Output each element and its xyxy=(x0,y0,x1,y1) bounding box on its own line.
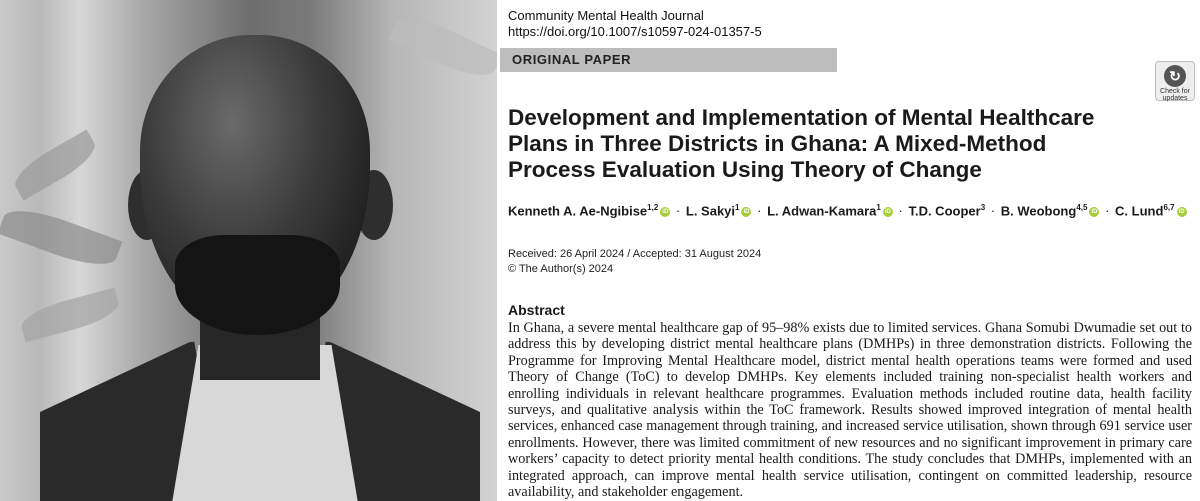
author-affiliation: 1 xyxy=(735,203,740,212)
abstract-body: In Ghana, a severe mental healthcare gap of 95–98% exists due to limited services. Ghana Somubi Dwumadie set out to address this by developing district mental healthcare plans (DMHPs) in three demonstration districts. Following the Programme for Improving Mental Healthcare model, district mental health operations teams were formed and used Theory of Change (ToC) to develop DMHPs. Key elements included training non-specialist health workers and enrolling individuals in relevant healthcare programmes. Evaluation methods included routine data, health facility surveys, and qualitative analysis within the ToC framework. Results showed improved integration of mental health services, enhanced case management through training, and increased service utilisation, shown through 691 service user enrollments. However, there was limited commitment of new resources and no significant improvement in primary care workers’ capacity to detect priority mental health conditions. The study concludes that DMHPs, implemented with an integrated approach, can improve mental health service utilisation, contingent on committed leadership, resource availability, and stakeholder engagement. xyxy=(508,320,1192,501)
author-name[interactable]: L. Adwan-Kamara xyxy=(767,203,877,219)
check-for-updates-icon: ↻ xyxy=(1164,65,1186,87)
background-foliage xyxy=(388,8,500,85)
abstract-heading: Abstract xyxy=(508,302,565,318)
author-name[interactable]: B. Weobong xyxy=(1000,203,1077,219)
orcid-icon[interactable]: iD xyxy=(1178,208,1185,215)
author-separator: · xyxy=(1105,203,1110,219)
orcid-icon[interactable]: iD xyxy=(1091,208,1098,215)
paper-title: Development and Implementation of Mental Healthcare Plans in Three Districts in Ghana: A Mixed-Method Process Evaluation Using Theory of Change xyxy=(508,105,1095,182)
copyright-notice: © The Author(s) 2024 xyxy=(508,263,614,275)
author-portrait-photo xyxy=(0,0,500,501)
author-separator: · xyxy=(898,203,903,219)
author-name[interactable]: L. Sakyi xyxy=(685,203,736,219)
author-list xyxy=(508,203,1198,218)
article-type-label: ORIGINAL PAPER xyxy=(512,52,632,67)
author-affiliation: 1 xyxy=(876,203,881,212)
author-separator: · xyxy=(990,203,996,219)
orcid-icon[interactable]: iD xyxy=(743,208,750,215)
paper-first-page xyxy=(500,0,1200,501)
background-foliage xyxy=(9,130,102,201)
orcid-icon[interactable]: iD xyxy=(662,208,669,215)
author-separator: · xyxy=(757,203,762,219)
author-affiliation: 6,7 xyxy=(1163,203,1175,212)
author-name[interactable]: Kenneth A. Ae-Ngibise xyxy=(508,203,648,219)
journal-name: Community Mental Health Journal xyxy=(508,8,704,23)
author-name[interactable]: C. Lund xyxy=(1115,203,1164,219)
article-type-bar xyxy=(500,48,837,72)
background-foliage xyxy=(18,288,122,343)
author-affiliation: 1,2 xyxy=(647,203,659,212)
doi-link[interactable]: https://doi.org/10.1007/s10597-024-01357-5 xyxy=(508,24,762,39)
portrait-beard xyxy=(175,235,340,335)
check-for-updates-label: Check for updates xyxy=(1160,88,1190,102)
author-name[interactable]: T.D. Cooper xyxy=(908,203,981,219)
check-for-updates-badge[interactable] xyxy=(1155,61,1195,101)
orcid-icon[interactable]: iD xyxy=(884,208,891,215)
background-foliage xyxy=(0,201,122,275)
author-separator: · xyxy=(675,203,681,219)
author-affiliation: 4,5 xyxy=(1076,203,1088,212)
author-affiliation: 3 xyxy=(980,203,986,212)
received-accepted-dates: Received: 26 April 2024 / Accepted: 31 August 2024 xyxy=(508,248,762,260)
